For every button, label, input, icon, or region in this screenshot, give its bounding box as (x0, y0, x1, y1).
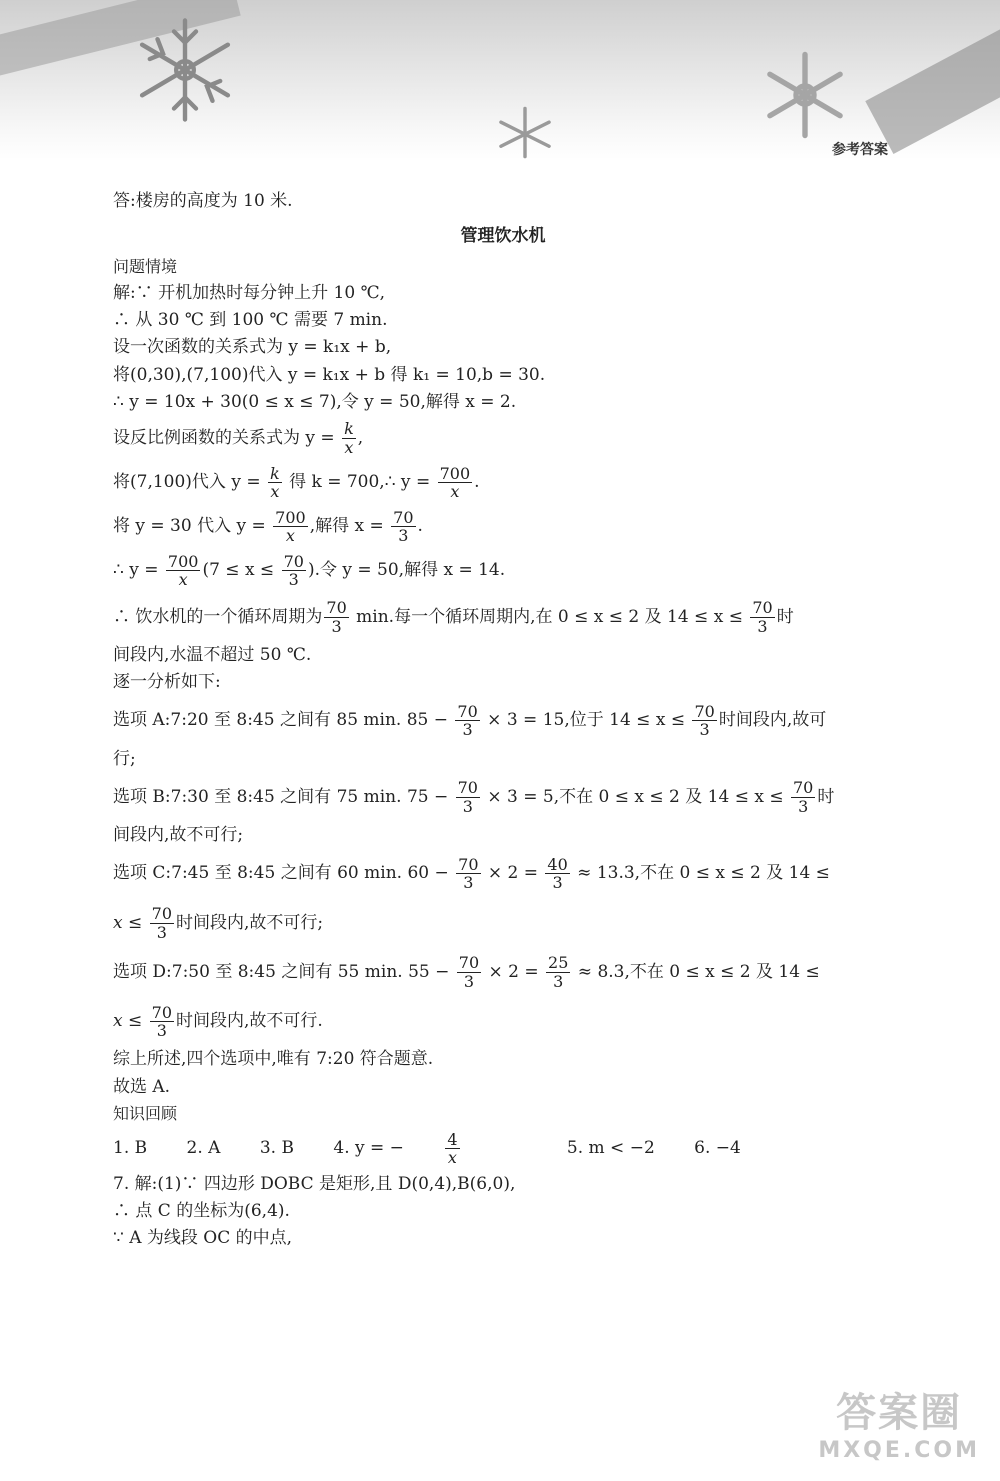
fraction (750, 599, 774, 635)
text-run: 设反比例函数的关系式为 y = (113, 427, 341, 448)
fraction (324, 599, 348, 635)
text-run: 选项 D:7:50 至 8:45 之间有 55 min. 55 − (113, 961, 455, 982)
formula-line (113, 696, 893, 745)
numerator: k (344, 419, 354, 439)
text-run: x ≤ (113, 1011, 148, 1032)
fraction (391, 509, 415, 545)
fraction (692, 703, 716, 739)
fraction (166, 553, 201, 589)
formula-line (113, 773, 893, 822)
denominator: x (285, 526, 295, 546)
denominator: 3 (462, 796, 473, 816)
fraction (545, 856, 569, 892)
fraction (457, 954, 481, 990)
fraction (456, 856, 480, 892)
formula-line (113, 548, 893, 592)
text-run: 选项 B:7:30 至 8:45 之间有 75 min. 75 − (113, 786, 454, 807)
fraction (791, 779, 815, 815)
decorative-banner (0, 0, 1000, 160)
denominator: 3 (398, 526, 409, 546)
section-title: 管理饮水机 (460, 226, 546, 247)
denominator: 3 (463, 971, 475, 991)
text-run: 时间段内,故可 (718, 710, 827, 731)
text-run: . (474, 472, 480, 493)
text-line: 故选 A. (113, 1076, 171, 1097)
text-run: 4. y = − (333, 1138, 410, 1159)
text-run: × 2 = (483, 961, 545, 982)
answer-item (333, 1129, 527, 1168)
text-run: 选项 A:7:20 至 8:45 之间有 85 min. 85 − (113, 710, 454, 731)
numerator: 70 (792, 778, 814, 798)
text-run: 时间段内,故不可行; (176, 912, 324, 933)
fraction (282, 553, 306, 589)
denominator: x (344, 437, 354, 457)
text-run: × 3 = 5,不在 0 ≤ x ≤ 2 及 14 ≤ x ≤ (481, 786, 789, 807)
answer-item: 6. −4 (694, 1138, 741, 1159)
subsection-heading: 问题情境 (113, 257, 178, 277)
denominator: 3 (156, 1021, 167, 1041)
fraction (273, 509, 308, 545)
formula-line (113, 416, 893, 460)
denominator: 3 (463, 873, 474, 893)
denominator: 3 (553, 971, 564, 991)
text-line: 综上所述,四个选项中,唯有 7:20 符合题意. (113, 1049, 434, 1070)
watermark-url: MXQE.COM (818, 1438, 980, 1463)
text-run: ∴ 饮水机的一个循环周期为 (113, 606, 323, 627)
text-run: 时 (817, 786, 835, 807)
text-run: x ≤ (113, 912, 148, 933)
snowflake-icon (760, 50, 850, 140)
numerator: k (270, 463, 280, 483)
denominator: 3 (331, 616, 342, 636)
text-run: ∴ y = (113, 560, 164, 581)
text-line: 解:∵ 开机加热时每分钟上升 10 ℃, (113, 282, 385, 303)
text-line: 7. 解:(1)∵ 四边形 DOBC 是矩形,且 D(0,4),B(6,0), (113, 1173, 516, 1194)
denominator: 3 (798, 796, 809, 816)
denominator: x (178, 570, 188, 590)
text-line: ∵ A 为线段 OC 的中点, (113, 1228, 293, 1249)
text-run: 时 (776, 606, 794, 627)
formula-line (113, 460, 893, 504)
banner-stripe (865, 26, 1000, 154)
fraction (150, 905, 174, 941)
text-line: 答:楼房的高度为 10 米. (113, 191, 293, 211)
numerator: 70 (457, 701, 478, 721)
answer-item: 5. m < −2 (566, 1138, 655, 1159)
watermark-title: 答案圈 (836, 1390, 963, 1436)
text-line: 将(0,30),(7,100)代入 y = k₁x + b 得 k₁ = 10,b = 30. (113, 364, 546, 385)
text-run: ≈ 8.3,不在 0 ≤ x ≤ 2 及 14 ≤ (572, 961, 820, 982)
answer-item: 2. A (186, 1138, 221, 1159)
text-run: . (417, 516, 423, 537)
numerator: 70 (457, 778, 478, 798)
numerator: 40 (547, 854, 568, 874)
formula-line (113, 593, 893, 642)
text-line: ∴ 从 30 ℃ 到 100 ℃ 需要 7 min. (113, 310, 388, 331)
snowflake-icon (130, 15, 240, 125)
numerator: 70 (283, 551, 304, 571)
numerator: 70 (458, 854, 479, 874)
text-line: 间段内,水温不超过 50 ℃. (113, 644, 312, 665)
fraction (438, 465, 473, 501)
denominator: 3 (288, 570, 299, 590)
text-run: (7 ≤ x ≤ (202, 560, 280, 581)
denominator: x (447, 1148, 457, 1168)
denominator: 3 (552, 873, 563, 893)
formula-line (113, 504, 893, 548)
text-line: ∴ 点 C 的坐标为(6,4). (113, 1200, 290, 1221)
fraction (150, 1004, 174, 1040)
numerator: 25 (548, 953, 569, 973)
denominator: 3 (156, 922, 167, 942)
numerator: 700 (439, 463, 471, 483)
text-run: min.每一个循环周期内,在 0 ≤ x ≤ 2 及 14 ≤ x ≤ (350, 606, 749, 627)
numerator: 70 (151, 1002, 172, 1022)
numerator: 700 (167, 551, 199, 571)
numerator: 70 (393, 507, 414, 527)
watermark-logo (818, 1381, 980, 1463)
numerator: 70 (458, 953, 480, 973)
fraction (455, 703, 479, 739)
text-run: 选项 C:7:45 至 8:45 之间有 60 min. 60 − (113, 863, 455, 884)
numerator: 70 (151, 904, 172, 923)
numerator: 4 (447, 1129, 458, 1149)
section-tag: 参考答案 (832, 142, 888, 158)
denominator: 3 (699, 720, 710, 740)
answer-item: 1. B (113, 1138, 148, 1159)
text-line: 设一次函数的关系式为 y = k₁x + b, (113, 337, 392, 358)
numerator: 700 (275, 507, 306, 527)
formula-line (113, 849, 893, 898)
answer-content (113, 188, 893, 1252)
fraction (546, 954, 570, 990)
text-line: 逐一分析如下: (113, 672, 221, 693)
numerator: 70 (326, 598, 347, 618)
fraction (445, 1131, 493, 1167)
text-run: 将 y = 30 代入 y = (113, 516, 272, 537)
text-line: 行; (113, 748, 136, 769)
formula-line (113, 948, 893, 997)
formula-line (113, 997, 893, 1046)
formula-line (113, 899, 893, 948)
text-run: ≈ 13.3,不在 0 ≤ x ≤ 2 及 14 ≤ (571, 863, 830, 884)
numerator: 70 (752, 598, 773, 618)
text-run: ).令 y = 50,解得 x = 14. (307, 560, 506, 581)
text-run: , (357, 427, 364, 448)
text-run: 时间段内,故不可行. (176, 1011, 323, 1032)
text-run: 得 k = 700,∴ y = (283, 472, 436, 493)
text-run: ,解得 x = (309, 516, 390, 537)
denominator: x (450, 482, 460, 502)
answer-item: 3. B (259, 1138, 294, 1159)
snowflake-icon (490, 105, 560, 160)
denominator: x (270, 482, 280, 502)
text-run: 将(7,100)代入 y = (113, 472, 266, 493)
fraction (456, 779, 480, 815)
denominator: 3 (462, 720, 473, 740)
subsection-heading: 知识回顾 (113, 1103, 178, 1123)
text-line: 间段内,故不可行; (113, 825, 244, 846)
fraction (268, 465, 282, 501)
fraction (342, 420, 356, 456)
text-line: ∴ y = 10x + 30(0 ≤ x ≤ 7),令 y = 50,解得 x = 2. (113, 391, 517, 412)
answer-list (113, 1126, 893, 1170)
denominator: 3 (757, 616, 768, 636)
text-run: × 2 = (482, 863, 544, 884)
text-run: × 3 = 15,位于 14 ≤ x ≤ (481, 710, 691, 731)
numerator: 70 (694, 701, 715, 721)
